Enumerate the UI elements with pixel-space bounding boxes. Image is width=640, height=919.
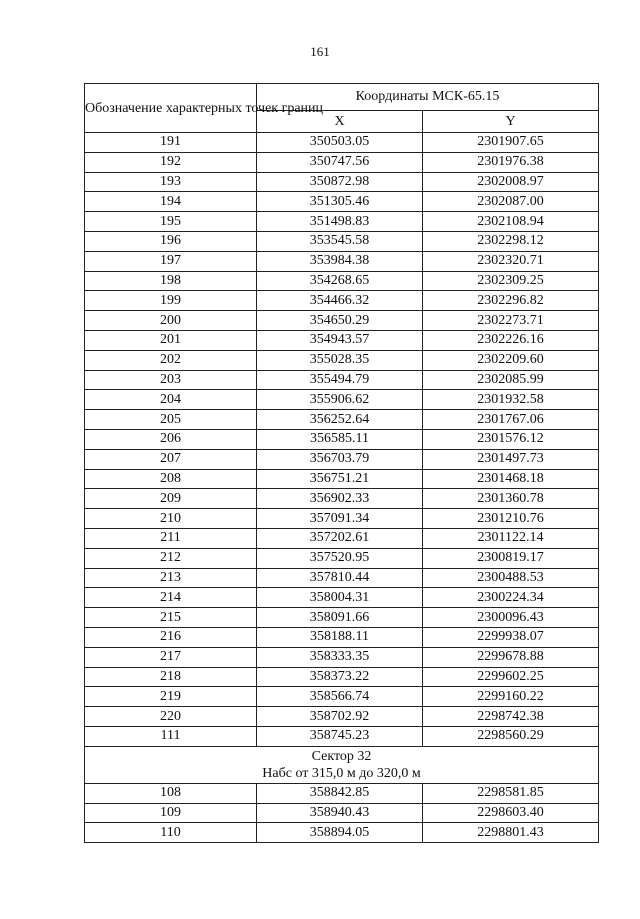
x-cell: 356703.79 xyxy=(257,449,423,469)
y-cell: 2302273.71 xyxy=(423,311,599,331)
x-cell: 357091.34 xyxy=(257,509,423,529)
x-cell: 356902.33 xyxy=(257,489,423,509)
point-cell: 199 xyxy=(85,291,257,311)
point-cell: 202 xyxy=(85,350,257,370)
y-cell: 2298581.85 xyxy=(423,783,599,803)
point-cell: 204 xyxy=(85,390,257,410)
y-cell: 2298801.43 xyxy=(423,823,599,843)
x-cell: 356252.64 xyxy=(257,410,423,430)
table-row xyxy=(85,152,599,172)
table-row xyxy=(85,803,599,823)
table-row xyxy=(85,251,599,271)
header-x: X xyxy=(257,111,423,133)
point-cell: 212 xyxy=(85,548,257,568)
point-cell: 205 xyxy=(85,410,257,430)
table-row xyxy=(85,647,599,667)
table-row xyxy=(85,449,599,469)
point-cell: 201 xyxy=(85,330,257,350)
header-coordinates: Координаты МСК-65.15 xyxy=(257,84,599,111)
table-row xyxy=(85,489,599,509)
x-cell: 356585.11 xyxy=(257,429,423,449)
y-cell: 2302085.99 xyxy=(423,370,599,390)
table-row xyxy=(85,311,599,331)
table-row xyxy=(85,172,599,192)
table-row xyxy=(85,410,599,430)
point-cell: 211 xyxy=(85,528,257,548)
table-row xyxy=(85,370,599,390)
y-cell: 2302108.94 xyxy=(423,212,599,232)
y-cell: 2302296.82 xyxy=(423,291,599,311)
y-cell: 2299602.25 xyxy=(423,667,599,687)
x-cell: 355906.62 xyxy=(257,390,423,410)
x-cell: 356751.21 xyxy=(257,469,423,489)
x-cell: 358091.66 xyxy=(257,608,423,628)
y-cell: 2300488.53 xyxy=(423,568,599,588)
point-cell: 206 xyxy=(85,429,257,449)
table-row xyxy=(85,667,599,687)
y-cell: 2298560.29 xyxy=(423,726,599,746)
table-row xyxy=(85,588,599,608)
y-cell: 2299678.88 xyxy=(423,647,599,667)
point-cell: 110 xyxy=(85,823,257,843)
x-cell: 355494.79 xyxy=(257,370,423,390)
table-row xyxy=(85,291,599,311)
x-cell: 358940.43 xyxy=(257,803,423,823)
y-cell: 2299938.07 xyxy=(423,627,599,647)
y-cell: 2302226.16 xyxy=(423,330,599,350)
point-cell: 111 xyxy=(85,726,257,746)
x-cell: 354268.65 xyxy=(257,271,423,291)
y-cell: 2300224.34 xyxy=(423,588,599,608)
table-row xyxy=(85,528,599,548)
point-cell: 108 xyxy=(85,783,257,803)
point-cell: 194 xyxy=(85,192,257,212)
table-row xyxy=(85,429,599,449)
point-cell: 191 xyxy=(85,133,257,153)
y-cell: 2302087.00 xyxy=(423,192,599,212)
y-cell: 2300096.43 xyxy=(423,608,599,628)
x-cell: 358188.11 xyxy=(257,627,423,647)
table-row xyxy=(85,707,599,727)
y-cell: 2301976.38 xyxy=(423,152,599,172)
table-row xyxy=(85,627,599,647)
x-cell: 358702.92 xyxy=(257,707,423,727)
table-row xyxy=(85,350,599,370)
x-cell: 351305.46 xyxy=(257,192,423,212)
x-cell: 357520.95 xyxy=(257,548,423,568)
point-cell: 216 xyxy=(85,627,257,647)
table-row xyxy=(85,823,599,843)
point-cell: 210 xyxy=(85,509,257,529)
point-cell: 218 xyxy=(85,667,257,687)
x-cell: 354650.29 xyxy=(257,311,423,331)
y-cell: 2298603.40 xyxy=(423,803,599,823)
sector-title: Сектор 32 xyxy=(311,748,372,764)
table-row xyxy=(85,133,599,153)
x-cell: 358745.23 xyxy=(257,726,423,746)
table-row xyxy=(85,330,599,350)
point-cell: 208 xyxy=(85,469,257,489)
table-row xyxy=(85,390,599,410)
y-cell: 2301210.76 xyxy=(423,509,599,529)
page-number: 161 xyxy=(310,44,330,59)
x-cell: 358004.31 xyxy=(257,588,423,608)
point-cell: 215 xyxy=(85,608,257,628)
point-cell: 207 xyxy=(85,449,257,469)
x-cell: 350872.98 xyxy=(257,172,423,192)
table-row xyxy=(85,469,599,489)
y-cell: 2301907.65 xyxy=(423,133,599,153)
table-row xyxy=(85,568,599,588)
x-cell: 357202.61 xyxy=(257,528,423,548)
table-row xyxy=(85,231,599,251)
point-cell: 203 xyxy=(85,370,257,390)
x-cell: 354943.57 xyxy=(257,330,423,350)
y-cell: 2302209.60 xyxy=(423,350,599,370)
coordinates-table xyxy=(84,83,599,843)
y-cell: 2301497.73 xyxy=(423,449,599,469)
y-cell: 2301576.12 xyxy=(423,429,599,449)
y-cell: 2301932.58 xyxy=(423,390,599,410)
x-cell: 353545.58 xyxy=(257,231,423,251)
x-cell: 350747.56 xyxy=(257,152,423,172)
table-row xyxy=(85,687,599,707)
table-row xyxy=(85,783,599,803)
sector-subtitle: Набс от 315,0 м до 320,0 м xyxy=(262,765,421,781)
table-row xyxy=(85,271,599,291)
point-cell: 197 xyxy=(85,251,257,271)
point-cell: 219 xyxy=(85,687,257,707)
x-cell: 358894.05 xyxy=(257,823,423,843)
point-cell: 195 xyxy=(85,212,257,232)
sector-rows xyxy=(85,783,599,842)
point-cell: 209 xyxy=(85,489,257,509)
table-row xyxy=(85,192,599,212)
sector-heading xyxy=(85,746,599,783)
x-cell: 358842.85 xyxy=(257,783,423,803)
header-points: Обозначение характерных точек границ xyxy=(85,84,257,133)
x-cell: 357810.44 xyxy=(257,568,423,588)
x-cell: 358373.22 xyxy=(257,667,423,687)
y-cell: 2302320.71 xyxy=(423,251,599,271)
point-cell: 200 xyxy=(85,311,257,331)
y-cell: 2302309.25 xyxy=(423,271,599,291)
x-cell: 358333.35 xyxy=(257,647,423,667)
point-cell: 220 xyxy=(85,707,257,727)
point-cell: 192 xyxy=(85,152,257,172)
y-cell: 2299160.22 xyxy=(423,687,599,707)
y-cell: 2302008.97 xyxy=(423,172,599,192)
point-cell: 193 xyxy=(85,172,257,192)
table-row xyxy=(85,548,599,568)
main-rows xyxy=(85,133,599,747)
x-cell: 350503.05 xyxy=(257,133,423,153)
y-cell: 2301122.14 xyxy=(423,528,599,548)
y-cell: 2301360.78 xyxy=(423,489,599,509)
table-row xyxy=(85,212,599,232)
x-cell: 355028.35 xyxy=(257,350,423,370)
point-cell: 198 xyxy=(85,271,257,291)
x-cell: 358566.74 xyxy=(257,687,423,707)
x-cell: 354466.32 xyxy=(257,291,423,311)
y-cell: 2302298.12 xyxy=(423,231,599,251)
x-cell: 351498.83 xyxy=(257,212,423,232)
x-cell: 353984.38 xyxy=(257,251,423,271)
point-cell: 214 xyxy=(85,588,257,608)
point-cell: 217 xyxy=(85,647,257,667)
header-y: Y xyxy=(423,111,599,133)
point-cell: 196 xyxy=(85,231,257,251)
table-row xyxy=(85,608,599,628)
table-row xyxy=(85,509,599,529)
point-cell: 109 xyxy=(85,803,257,823)
y-cell: 2301767.06 xyxy=(423,410,599,430)
table-row xyxy=(85,726,599,746)
y-cell: 2298742.38 xyxy=(423,707,599,727)
y-cell: 2300819.17 xyxy=(423,548,599,568)
point-cell: 213 xyxy=(85,568,257,588)
y-cell: 2301468.18 xyxy=(423,469,599,489)
